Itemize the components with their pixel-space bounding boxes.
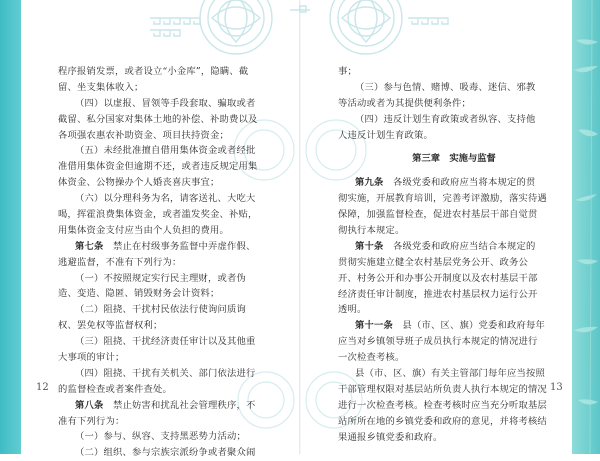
text-line xyxy=(58,143,296,159)
line-text: 用集体资金支付应当由个人负担的费用。 xyxy=(58,224,229,236)
text-line xyxy=(58,128,296,144)
text-line xyxy=(58,382,296,398)
text-line xyxy=(58,191,296,207)
text-line xyxy=(58,175,296,191)
text-line xyxy=(338,223,570,239)
chapter-heading: 第三章 实施与监督 xyxy=(412,153,496,165)
text-line xyxy=(338,255,570,271)
article-label: 第十条 xyxy=(355,240,384,252)
right-page-text xyxy=(338,64,570,446)
line-text: 准有下列行为： xyxy=(58,415,125,427)
line-text: （六）以分理科务为名，请客送礼、大吃大 xyxy=(75,193,256,205)
text-line xyxy=(338,334,570,350)
text-line xyxy=(338,382,570,398)
line-text: 截留、私分国家对集体土地的补偿、补助费以及 xyxy=(58,113,258,125)
text-line xyxy=(338,318,570,334)
line-text: 体资金、公物操办个人婚丧喜庆事宜； xyxy=(58,177,220,189)
line-text: 站所所在地的乡镇党委和政府的意见，并将考核结 xyxy=(338,415,547,427)
text-line xyxy=(338,64,570,80)
text-line xyxy=(58,429,296,445)
line-text: 各级党委和政府应当将本规定的贯 xyxy=(393,177,536,189)
text-line xyxy=(338,80,570,96)
text-line xyxy=(338,398,570,414)
text-line xyxy=(338,96,570,112)
line-text: （一）不按照规定实行民主理财，或者伪 xyxy=(75,272,246,284)
text-line xyxy=(338,302,570,318)
line-text: 保障，加强监督检查，促进农村基层干部自觉贯 xyxy=(338,209,538,221)
text-line xyxy=(58,318,296,334)
text-line xyxy=(58,239,296,255)
text-line xyxy=(58,255,296,271)
text-line xyxy=(58,271,296,287)
text-line xyxy=(58,398,296,414)
line-text: 一次检查考核。 xyxy=(338,352,405,364)
text-line xyxy=(338,287,570,303)
line-text: 禁止在村级事务监督中弄虚作假、 xyxy=(113,240,256,252)
line-text: （五）未经批准擅自借用集体资金或者经批 xyxy=(75,145,256,157)
line-text: （四）阻挠、干扰有关机关、部门依法进行 xyxy=(75,367,256,379)
article-label: 第七条 xyxy=(75,240,104,252)
text-line xyxy=(338,207,570,223)
line-text: 人违反计划生育政策。 xyxy=(338,129,433,141)
line-text: （三）参与色情、赌博、吸毒、迷信、邪教 xyxy=(355,81,536,93)
line-text: 喝，挥霍浪费集体资金，或者滥发奖金、补贴， xyxy=(58,209,258,221)
text-line xyxy=(338,128,570,144)
line-text: 程序报销发票，或者设立“小金库”，隐瞒、截 xyxy=(58,66,249,77)
blank-line xyxy=(338,143,570,151)
line-text: 透明。 xyxy=(338,304,367,316)
line-text: 开、村务公开和办事公开制度以及农村基层干部 xyxy=(338,272,538,284)
line-text: （一）参与、纵容、支持黑恶势力活动； xyxy=(75,431,246,443)
line-text: 逃避监督，不准有下列行为： xyxy=(58,256,182,268)
blank-line xyxy=(338,167,570,175)
text-line xyxy=(338,350,570,366)
text-line xyxy=(58,223,296,239)
line-text: 各级党委和政府应当结合本规定的 xyxy=(393,240,536,252)
line-text: 彻实施，开展教育培训，完善考评激励，落实待遇 xyxy=(338,193,547,205)
text-line xyxy=(58,286,296,302)
line-text: 的监督检查或者案件查处。 xyxy=(58,383,172,395)
text-line xyxy=(58,334,296,350)
line-text: 事； xyxy=(338,66,357,77)
line-text: 各项强农惠农补助资金、项目扶持资金； xyxy=(58,129,229,141)
page-number-right: 13 xyxy=(550,382,563,393)
text-line xyxy=(58,414,296,430)
line-text: 造、变造、隐匿、销毁财务会计资料； xyxy=(58,288,220,300)
text-line xyxy=(58,112,296,128)
line-text: （三）阻挠、干扰经济责任审计以及其他重 xyxy=(75,336,256,348)
line-text: 应当对乡镇领导班子成员执行本规定的情况进行 xyxy=(338,336,538,348)
line-text: 县（市、区、旗）有关主管部门每年应当按照 xyxy=(355,368,545,380)
line-text: 准借用集体资金但逾期不还，或者违反规定用集 xyxy=(58,161,258,173)
article-label: 第八条 xyxy=(75,399,104,411)
text-line xyxy=(58,207,296,223)
text-line xyxy=(58,366,296,382)
line-text: （四）违反计划生育政策或者纵容、支持他 xyxy=(355,113,536,125)
text-line xyxy=(338,191,570,207)
line-text: 权、罢免权等监督权利； xyxy=(58,320,163,332)
line-text: （二）阻挠、干扰村民依法行使询问质询 xyxy=(75,304,246,316)
article-label: 第十一条 xyxy=(355,320,393,332)
text-line xyxy=(338,112,570,128)
text-line xyxy=(338,271,570,287)
line-text: 贯彻实施建立健全农村基层党务公开、政务公 xyxy=(338,256,528,268)
line-text: 经济责任审计制度，推进农村基层权力运行公开 xyxy=(338,288,538,300)
text-line xyxy=(338,366,570,382)
text-line xyxy=(58,302,296,318)
line-text: （四）以虚报、冒领等手段套取、骗取或者 xyxy=(75,97,256,109)
text-line xyxy=(58,96,296,112)
text-line xyxy=(338,414,570,430)
text-line xyxy=(58,350,296,366)
line-text: 干部管理权限对基层站所负责人执行本规定的情况 xyxy=(338,383,547,395)
line-text: 等活动或者为其提供便利条件； xyxy=(338,97,471,109)
text-line xyxy=(58,159,296,175)
text-line xyxy=(338,239,570,255)
text-line xyxy=(338,430,570,446)
text-line xyxy=(58,80,296,96)
line-text: 果通报乡镇党委和政府。 xyxy=(338,431,443,443)
left-page-text xyxy=(58,64,296,461)
line-text: 禁止妨害和扰乱社会管理秩序，不 xyxy=(113,399,256,411)
text-line xyxy=(338,175,570,191)
page-number-left: 12 xyxy=(36,382,49,393)
line-text: 进行一次检查考核。检查考核时应当充分听取基层 xyxy=(338,399,547,411)
line-text: 大事项的审计； xyxy=(58,352,125,364)
line-text: 县（市、区、旗）党委和政府每年 xyxy=(402,320,545,332)
line-text: 留、坐支集体收入； xyxy=(58,81,144,93)
line-text: （二）组织、参与宗族宗派纷争或者聚众闹 xyxy=(75,447,256,459)
article-label: 第九条 xyxy=(355,177,384,189)
text-line xyxy=(58,64,296,80)
text-line xyxy=(58,445,296,461)
line-text: 彻执行本规定。 xyxy=(338,225,405,237)
